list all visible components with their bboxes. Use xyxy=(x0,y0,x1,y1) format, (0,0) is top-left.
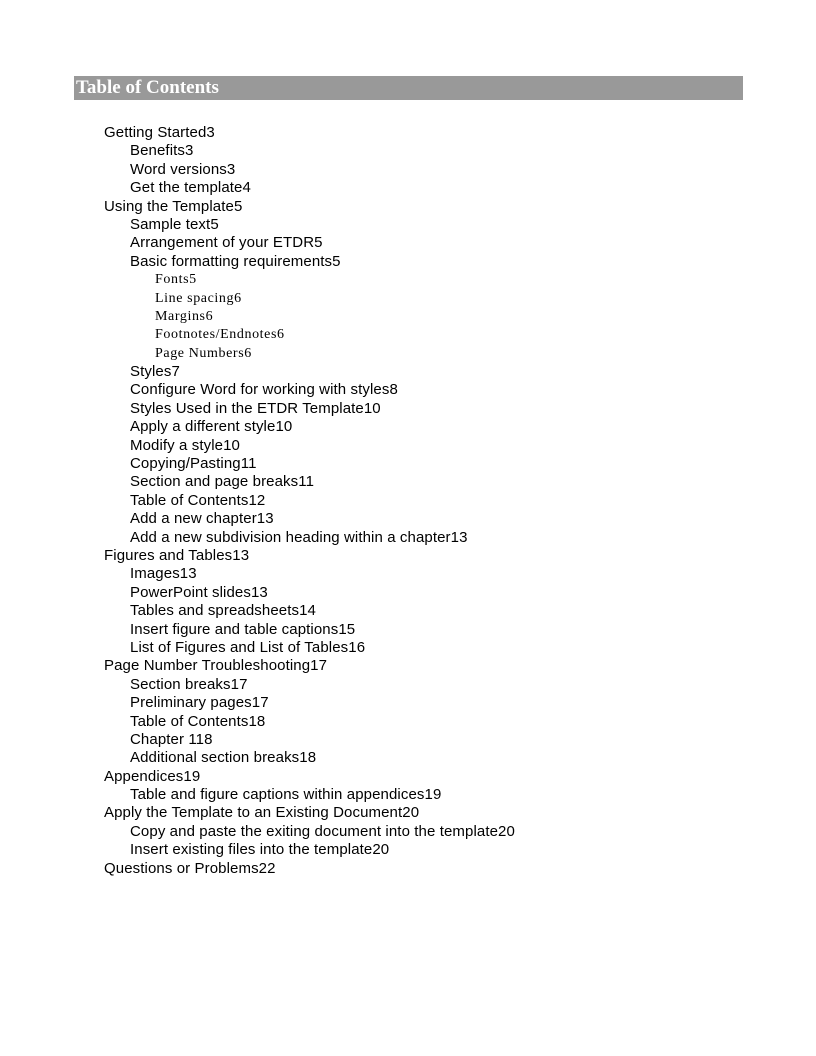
toc-entry-page-number: 18 xyxy=(195,730,213,748)
toc-entry-label: Chapter 1 xyxy=(130,730,196,748)
toc-entry-page-number: 18 xyxy=(299,749,317,767)
toc-entry-page-number: 13 xyxy=(250,583,268,601)
toc-entry-page-number: 11 xyxy=(298,473,315,491)
toc-entry-label: Margins xyxy=(155,308,206,324)
toc-entry-label: Copying/Pasting xyxy=(130,455,241,473)
toc-entry[interactable] xyxy=(0,676,816,694)
toc-entry-page-number: 5 xyxy=(332,252,341,270)
toc-entry-page-number: 22 xyxy=(258,859,276,877)
toc-entry-page-number: 13 xyxy=(179,565,197,583)
toc-entry[interactable] xyxy=(0,161,816,179)
toc-entry[interactable] xyxy=(0,860,816,878)
toc-entry-label: Section breaks xyxy=(130,675,231,693)
toc-entry-page-number: 11 xyxy=(240,455,257,473)
toc-entry-page-number: 6 xyxy=(277,327,285,343)
toc-entry-page-number: 3 xyxy=(206,124,215,141)
toc-entry-label: Getting Started xyxy=(104,124,207,141)
toc-entry-label: Sample text xyxy=(130,215,211,233)
toc-entry-label: Get the template xyxy=(130,179,243,197)
toc-entry[interactable] xyxy=(0,547,816,565)
toc-entry[interactable] xyxy=(0,473,816,491)
toc-entry[interactable] xyxy=(0,363,816,381)
toc-entry[interactable] xyxy=(0,234,816,252)
toc-entry-page-number: 6 xyxy=(234,290,242,306)
toc-entry-page-number: 13 xyxy=(232,546,250,564)
toc-entry-label: Configure Word for working with styles xyxy=(130,381,390,399)
toc-entry-page-number: 19 xyxy=(424,786,442,804)
toc-entry-page-number: 6 xyxy=(205,308,214,324)
toc-entry-page-number: 16 xyxy=(348,638,366,656)
toc-entry[interactable] xyxy=(0,437,816,455)
toc-entry-label: Additional section breaks xyxy=(130,749,300,767)
toc-entry-page-number: 5 xyxy=(189,272,197,288)
toc-entry-page-number: 10 xyxy=(275,418,293,436)
toc-entry-label: Page Numbers xyxy=(155,345,245,361)
toc-entry[interactable] xyxy=(0,179,816,197)
toc-entry[interactable] xyxy=(0,786,816,804)
toc-entry-label: Insert existing files into the template xyxy=(130,841,373,859)
toc-entry-page-number: 5 xyxy=(314,234,323,252)
toc-entry-label: Questions or Problems xyxy=(104,859,259,877)
toc-entry-label: Footnotes/Endnotes xyxy=(155,327,278,343)
toc-entry-page-number: 4 xyxy=(242,179,251,197)
toc-entry-page-number: 17 xyxy=(310,657,328,675)
toc-entry-page-number: 18 xyxy=(248,712,266,730)
toc-entry-label: Tables and spreadsheets xyxy=(130,602,300,620)
toc-entry-page-number: 13 xyxy=(450,528,468,546)
toc-entry[interactable] xyxy=(0,657,816,675)
toc-entry[interactable] xyxy=(0,731,816,749)
toc-entry-label: Insert figure and table captions xyxy=(130,620,339,638)
toc-entry-label: Table and figure captions within appendices xyxy=(130,786,425,804)
toc-entry-page-number: 10 xyxy=(363,399,381,417)
toc-entry-label: Copy and paste the exiting document into the template xyxy=(130,822,499,840)
toc-entry[interactable] xyxy=(0,326,816,344)
toc-entry[interactable] xyxy=(0,841,816,859)
toc-entry[interactable] xyxy=(0,584,816,602)
toc-entry[interactable] xyxy=(0,455,816,473)
toc-entry-label: Figures and Tables xyxy=(104,546,233,564)
toc-entry[interactable] xyxy=(0,565,816,583)
toc-entry[interactable] xyxy=(0,602,816,620)
toc-entry-page-number: 17 xyxy=(230,675,248,693)
toc-entry-label: List of Figures and List of Tables xyxy=(130,638,349,656)
toc-entry-label: Basic formatting requirements xyxy=(130,252,333,270)
toc-entry-label: Apply the Template to an Existing Document xyxy=(104,804,403,822)
toc-entry-label: Benefits xyxy=(130,142,185,160)
toc-entry-label: Line spacing xyxy=(155,290,235,306)
toc-entry[interactable] xyxy=(0,639,816,657)
toc-entry-label: Styles xyxy=(130,363,172,381)
toc-entry-label: Apply a different style xyxy=(130,418,276,436)
toc-entry[interactable] xyxy=(0,124,816,142)
toc-entry[interactable] xyxy=(0,823,816,841)
toc-entry-label: Table of Contents xyxy=(130,491,249,509)
toc-entry-page-number: 19 xyxy=(183,767,201,785)
toc-entry-page-number: 15 xyxy=(338,620,356,638)
toc-entry[interactable] xyxy=(0,621,816,639)
toc-entry-label: Styles Used in the ETDR Template xyxy=(130,399,364,417)
toc-entry-page-number: 6 xyxy=(244,345,252,361)
toc-entry[interactable] xyxy=(0,418,816,436)
toc-entry-label: Using the Template xyxy=(104,197,234,215)
toc-entry[interactable] xyxy=(0,749,816,767)
toc-entry-page-number: 3 xyxy=(226,160,236,178)
toc-entry-label: Images xyxy=(130,565,180,583)
toc-entry[interactable] xyxy=(0,345,816,363)
toc-entry[interactable] xyxy=(0,510,816,528)
toc-entry[interactable] xyxy=(0,492,816,510)
toc-entry-label: Fonts xyxy=(155,272,190,288)
toc-entry-label: Table of Contents xyxy=(130,712,249,730)
toc-entry[interactable] xyxy=(0,142,816,160)
toc-entry-page-number: 13 xyxy=(256,510,274,528)
toc-entry[interactable] xyxy=(0,694,816,712)
toc-entry[interactable] xyxy=(0,529,816,547)
toc-entry-page-number: 8 xyxy=(389,381,398,399)
toc-entry-page-number: 10 xyxy=(223,436,240,454)
toc-entry[interactable] xyxy=(0,381,816,399)
toc-entry-label: Modify a style xyxy=(130,436,224,454)
toc-entry[interactable] xyxy=(0,198,816,216)
toc-entry-label: Preliminary pages xyxy=(130,694,252,712)
toc-entry[interactable] xyxy=(0,308,816,326)
toc-list xyxy=(0,124,816,878)
toc-entry-page-number: 20 xyxy=(498,822,515,840)
toc-entry-page-number: 5 xyxy=(233,197,243,215)
toc-entry-page-number: 20 xyxy=(402,804,420,822)
toc-entry[interactable] xyxy=(0,713,816,731)
toc-entry[interactable] xyxy=(0,216,816,234)
toc-entry-page-number: 14 xyxy=(299,602,316,620)
toc-entry-page-number: 17 xyxy=(251,694,269,712)
toc-entry[interactable] xyxy=(0,804,816,822)
toc-entry-page-number: 20 xyxy=(372,841,390,859)
toc-entry-label: Page Number Troubleshooting xyxy=(104,657,311,675)
toc-entry[interactable] xyxy=(0,768,816,786)
toc-entry[interactable] xyxy=(0,400,816,418)
toc-entry-label: Add a new chapter xyxy=(130,510,257,528)
toc-entry-page-number: 12 xyxy=(248,491,266,509)
toc-entry[interactable] xyxy=(0,253,816,271)
toc-entry-label: Appendices xyxy=(104,767,184,785)
toc-entry-page-number: 7 xyxy=(171,363,180,381)
toc-entry-page-number: 5 xyxy=(210,215,219,233)
toc-entry[interactable] xyxy=(0,290,816,308)
toc-entry[interactable] xyxy=(0,271,816,289)
toc-entry-label: PowerPoint slides xyxy=(130,583,251,601)
toc-entry-page-number: 3 xyxy=(185,142,194,160)
toc-title: Table of Contents xyxy=(74,76,743,100)
toc-entry-label: Arrangement of your ETDR xyxy=(130,234,315,252)
toc-entry-label: Word versions xyxy=(130,160,227,178)
toc-entry-label: Add a new subdivision heading within a chapter xyxy=(130,528,451,546)
toc-entry-label: Section and page breaks xyxy=(130,473,299,491)
